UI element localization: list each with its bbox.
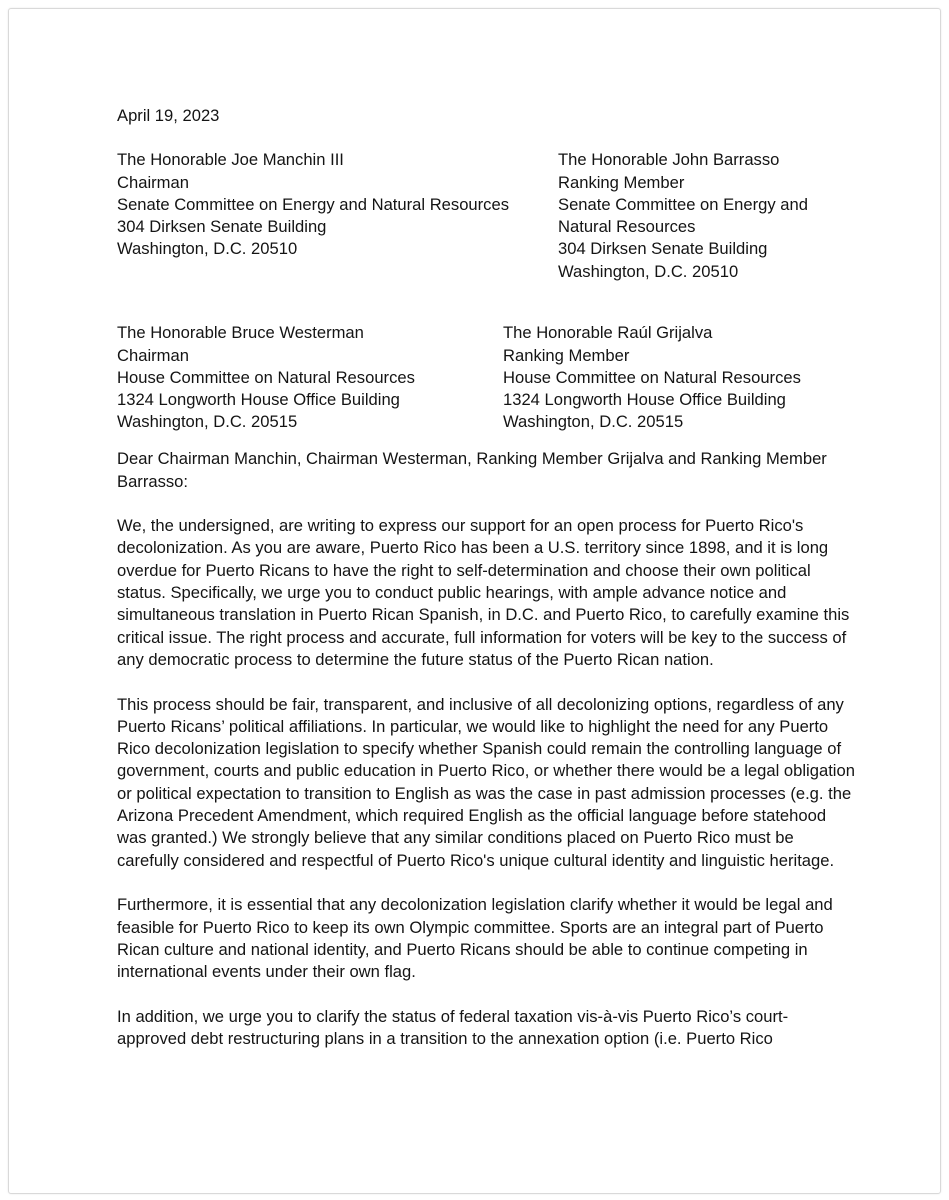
paragraph-decolonization-process: We, the undersigned, are writing to express our support for an open process for Puerto Rico's decolonization. As you are aware, Puerto Rico has been a U.S. territory since 1898, and it is long overdue for Puerto Ricans to have the right to self-determination and choose their own political status. Specifically, we urge you to conduct public hearings, with ample advance notice and simultaneous translation in Puerto Rican Spanish, in D.C. and Puerto Rico, to carefully examine this critical issue. The right process and accurate, full information for voters will be key to the success of any democratic process to determine the future status of the Puerto Rican nation. [117, 516, 850, 669]
paragraph-federal-taxation: In addition, we urge you to clarify the status of federal taxation vis-à-vis Puerto Rico’s court-approved debt restructuring plans in a transition to the annexation option (i.e. Puerto Rico [117, 1006, 789, 1049]
salutation: Dear Chairman Manchin, Chairman Westerman, Ranking Member Grijalva and Ranking Member Barrasso: [117, 449, 827, 491]
recipient-title: Chairman [117, 345, 189, 365]
recipient-name: The Honorable Raúl Grijalva [503, 323, 713, 343]
letter-date: April 19, 2023 [117, 106, 220, 125]
paragraph-olympic-committee: Furthermore, it is essential that any decolonization legislation clarify whether it would be legal and feasible for Puerto Rico to keep its own Olympic committee. Sports are an integral part of Puerto Rican culture and national identity, and Puerto Ricans should be able to continue competing in international events under their own flag. [117, 895, 833, 982]
letter-body [117, 105, 857, 1073]
recipient-city: Washington, D.C. 20515 [117, 412, 298, 432]
recipient-committee: Senate Committee on Energy and Natural Resources [117, 194, 510, 214]
recipient-committee-line2: Natural Resources [558, 217, 696, 237]
recipient-committee: House Committee on Natural Resources [117, 367, 415, 387]
recipient-title: Ranking Member [503, 345, 630, 365]
recipient-committee: House Committee on Natural Resources [503, 367, 801, 387]
recipient-name: The Honorable John Barrasso [558, 150, 780, 170]
recipient-city: Washington, D.C. 20510 [558, 261, 739, 281]
recipient-city: Washington, D.C. 20510 [117, 239, 298, 259]
recipient-building: 1324 Longworth House Office Building [503, 390, 786, 410]
paragraph-language: This process should be fair, transparent, and inclusive of all decolonizing options, regardless of any Puerto Ricans’ political affiliations. In particular, we would like to highlight the need for any Puerto Rico decolonization legislation to specify whether Spanish could remain the controlling language of government, courts and public education in Puerto Rico, or whether there would be a legal obligation or political expectation to transition to English as was the case in past admission processes (e.g. the Arizona Precedent Amendment, which required English as the official language before statehood was granted.) We strongly believe that any similar conditions placed on Puerto Rico must be carefully considered and respectful of Puerto Rico's unique cultural identity and linguistic heritage. [117, 694, 855, 870]
recipient-block-barrasso [558, 149, 808, 283]
recipient-name: The Honorable Joe Manchin III [117, 150, 344, 170]
recipient-block-westerman [117, 322, 415, 433]
recipient-block-manchin [117, 149, 509, 260]
recipient-building: 304 Dirksen Senate Building [558, 239, 768, 259]
recipients-house [117, 322, 857, 448]
recipient-block-grijalva [503, 322, 801, 433]
recipient-title: Chairman [117, 172, 189, 192]
recipient-city: Washington, D.C. 20515 [503, 412, 684, 432]
recipient-title: Ranking Member [558, 172, 685, 192]
recipient-name: The Honorable Bruce Westerman [117, 323, 364, 343]
letter-page [8, 8, 941, 1194]
recipient-building: 1324 Longworth House Office Building [117, 390, 400, 410]
recipient-committee-line1: Senate Committee on Energy and [558, 194, 808, 214]
recipients-senate [117, 149, 857, 322]
recipient-building: 304 Dirksen Senate Building [117, 217, 327, 237]
